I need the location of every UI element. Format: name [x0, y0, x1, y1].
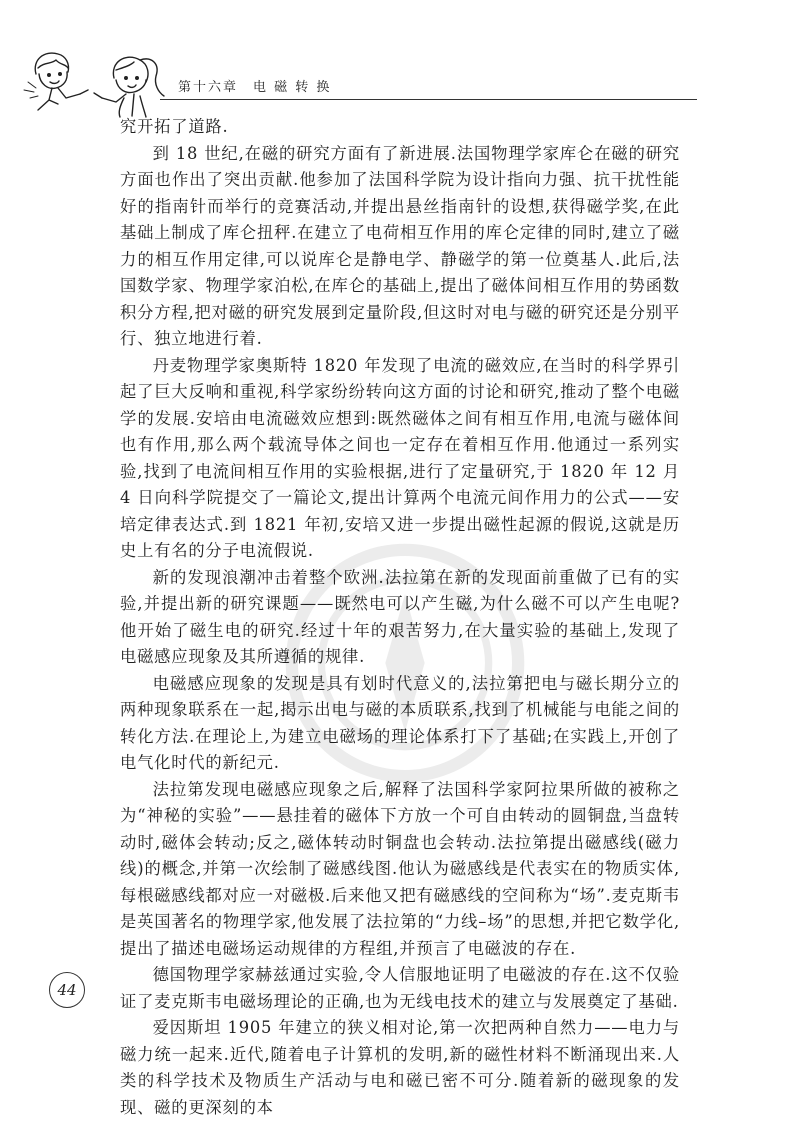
page-header	[0, 0, 800, 120]
header-rule	[160, 99, 697, 100]
paragraph: 新的发现浪潮冲击着整个欧洲.法拉第在新的发现面前重做了已有的实验,并提出新的研究课题——既然电可以产生磁,为什么磁不可以产生电呢?他开始了磁生电的研究.经过十年的艰苦努力,在大量实验的基础上,发现了电磁感应现象及其所遵循的规律.	[120, 567, 680, 666]
body-text	[120, 114, 680, 1121]
paragraph: 爱因斯坦 1905 年建立的狭义相对论,第一次把两种自然力——电力与磁力统一起来.近代,随着电子计算机的发明,新的磁性材料不断涌现出来.人类的科学技术及物质生产活动与电和磁已密不可分.随着新的磁现象的发现、磁的更深刻的本	[120, 1018, 680, 1117]
paragraph: 丹麦物理学家奥斯特 1820 年发现了电流的磁效应,在当时的科学界引起了巨大反响和重视,科学家纷纷转向这方面的讨论和研究,推动了整个电磁学的发展.安培由电流磁效应想到:既然磁体之间有相互作用,电流与磁体间也有作用,那么两个载流导体之间也一定存在着相互作用.他通过一系列实验,找到了电流间相互作用的实验根据,进行了定量研究,于 1820 年 12 月 4 日向科学院提交了一篇论文,提出计算两个电流元间作用力的公式——安培定律表达式.到 1821 年初,安培又进一步提出磁性起源的假说,这就是历史上有名的分子电流假说.	[120, 355, 680, 560]
page-number: 44	[49, 972, 85, 1008]
paragraph: 德国物理学家赫兹通过实验,令人信服地证明了电磁波的存在.这不仅验证了麦克斯韦电磁场理论的正确,也为无线电技术的建立与发展奠定了基础.	[120, 965, 680, 1011]
paragraph: 到 18 世纪,在磁的研究方面有了新进展.法国物理学家库仑在磁的研究方面也作出了突出贡献.他参加了法国科学院为设计指向力强、抗干扰性能好的指南针而举行的竞赛活动,并提出悬丝指南针的设想,获得磁学奖,在此基础上制成了库仑扭秤.在建立了电荷相互作用的库仑定律的同时,建立了磁力的相互作用定律,可以说库仑是静电学、静磁学的第一位奠基人.此后,法国数学家、物理学家泊松,在库仑的基础上,提出了磁体间相互作用的势函数积分方程,把对磁的研究发展到定量阶段,但这时对电与磁的研究还是分别平行、独立地进行着.	[120, 143, 680, 348]
paragraph: 法拉第发现电磁感应现象之后,解释了法国科学家阿拉果所做的被称之为“神秘的实验”——悬挂着的磁体下方放一个可自由转动的圆铜盘,当盘转动时,磁体会转动;反之,磁体转动时铜盘也会转动.法拉第提出磁感线(磁力线)的概念,并第一次绘制了磁感线图.他认为磁感线是代表实在的物质实体,每根磁感线都对应一对磁极.后来他又把有磁感线的空间称为“场”.麦克斯韦是英国著名的物理学家,他发展了法拉第的“力线–场”的思想,并把它数学化,提出了描述电磁场运动规律的方程组,并预言了电磁波的存在.	[120, 779, 680, 958]
chapter-title: 第十六章 电 磁 转 换	[178, 80, 332, 95]
paragraph: 究开拓了道路.	[120, 117, 229, 136]
paragraph: 电磁感应现象的发现是具有划时代意义的,法拉第把电与磁长期分立的两种现象联系在一起,揭示出电与磁的本质联系,找到了机械能与电能之间的转化方法.在理论上,为建立电磁场的理论体系打下了基础;在实践上,开创了电气化时代的新纪元.	[120, 673, 680, 772]
children-illustration	[22, 38, 170, 118]
